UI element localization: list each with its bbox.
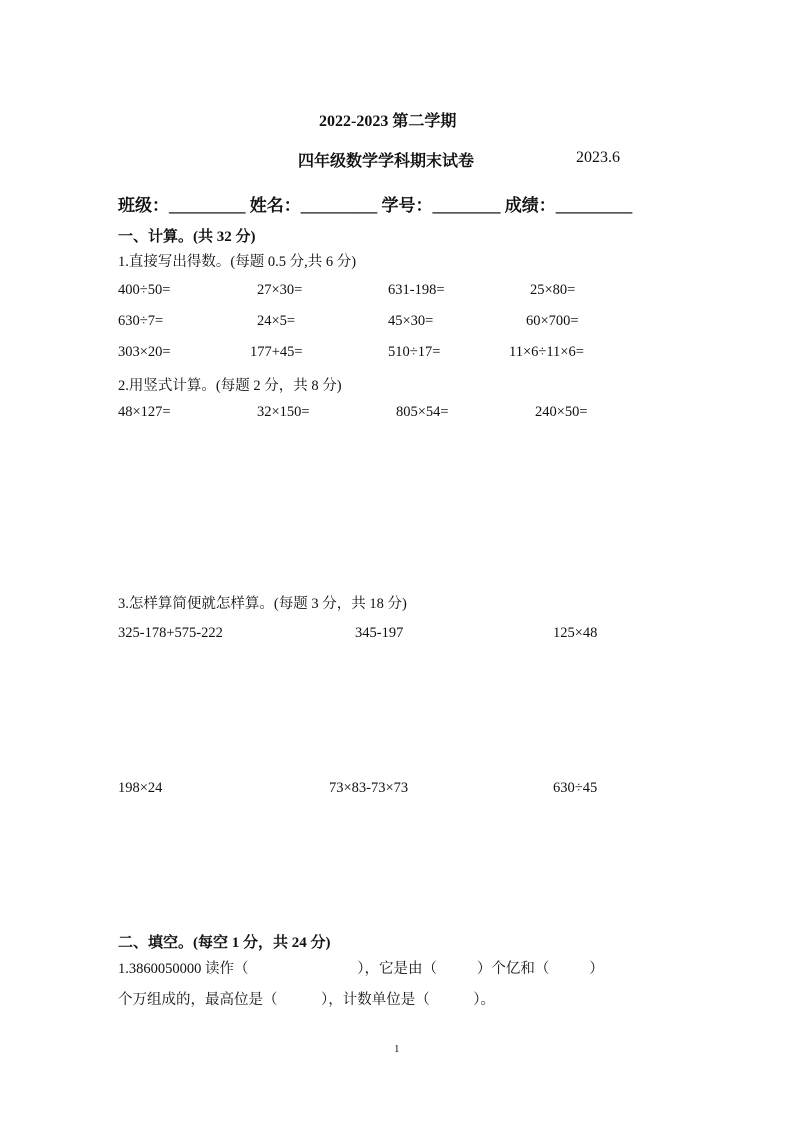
q3-problem: 325-178+575-222 [118, 625, 223, 641]
q3-problem: 198×24 [118, 780, 163, 796]
q1-problem: 631-198= [388, 282, 445, 298]
q1-problem: 60×700= [526, 313, 579, 329]
q1-heading: 1.直接写出得数。(每题 0.5 分,共 6 分) [118, 254, 357, 270]
q1-problem: 25×80= [530, 282, 576, 298]
q2-problem: 48×127= [118, 404, 171, 420]
fill-in-line-1: 1.3860050000 读作（ ），它是由（ ）个亿和（ ） [118, 961, 604, 977]
exam-date: 2023.6 [576, 149, 620, 166]
fill-in-line-2: 个万组成的，最高位是（ ），计数单位是（ ）。 [118, 992, 495, 1008]
section-2-heading: 二、填空。(每空 1 分，共 24 分) [118, 935, 331, 951]
q3-problem: 73×83-73×73 [329, 780, 409, 796]
exam-title-subject: 四年级数学学科期末试卷 [298, 153, 475, 170]
q1-problem: 400÷50= [118, 282, 171, 298]
q2-problem: 240×50= [535, 404, 588, 420]
q2-problem: 32×150= [257, 404, 310, 420]
student-info-line: 班级：_________ 姓名：_________ 学号：________ 成绩：_________ [118, 196, 633, 215]
section-1-heading: 一、计算。(共 32 分) [118, 229, 256, 245]
q1-problem: 177+45= [250, 344, 303, 360]
q1-problem: 27×30= [257, 282, 303, 298]
q1-problem: 630÷7= [118, 313, 164, 329]
q3-heading: 3.怎样算简便就怎样算。(每题 3 分，共 18 分) [118, 596, 407, 612]
q1-problem: 510÷17= [388, 344, 441, 360]
exam-title-term: 2022-2023 第二学期 [319, 113, 457, 130]
q2-problem: 805×54= [396, 404, 449, 420]
q1-problem: 45×30= [388, 313, 434, 329]
q3-problem: 125×48 [553, 625, 598, 641]
page-number: 1 [394, 1043, 400, 1055]
q3-problem: 345-197 [355, 625, 404, 641]
q3-problem: 630÷45 [553, 780, 598, 796]
q1-problem: 11×6÷11×6= [509, 344, 584, 360]
q1-problem: 303×20= [118, 344, 171, 360]
q2-heading: 2.用竖式计算。(每题 2 分，共 8 分) [118, 378, 342, 394]
q1-problem: 24×5= [257, 313, 296, 329]
